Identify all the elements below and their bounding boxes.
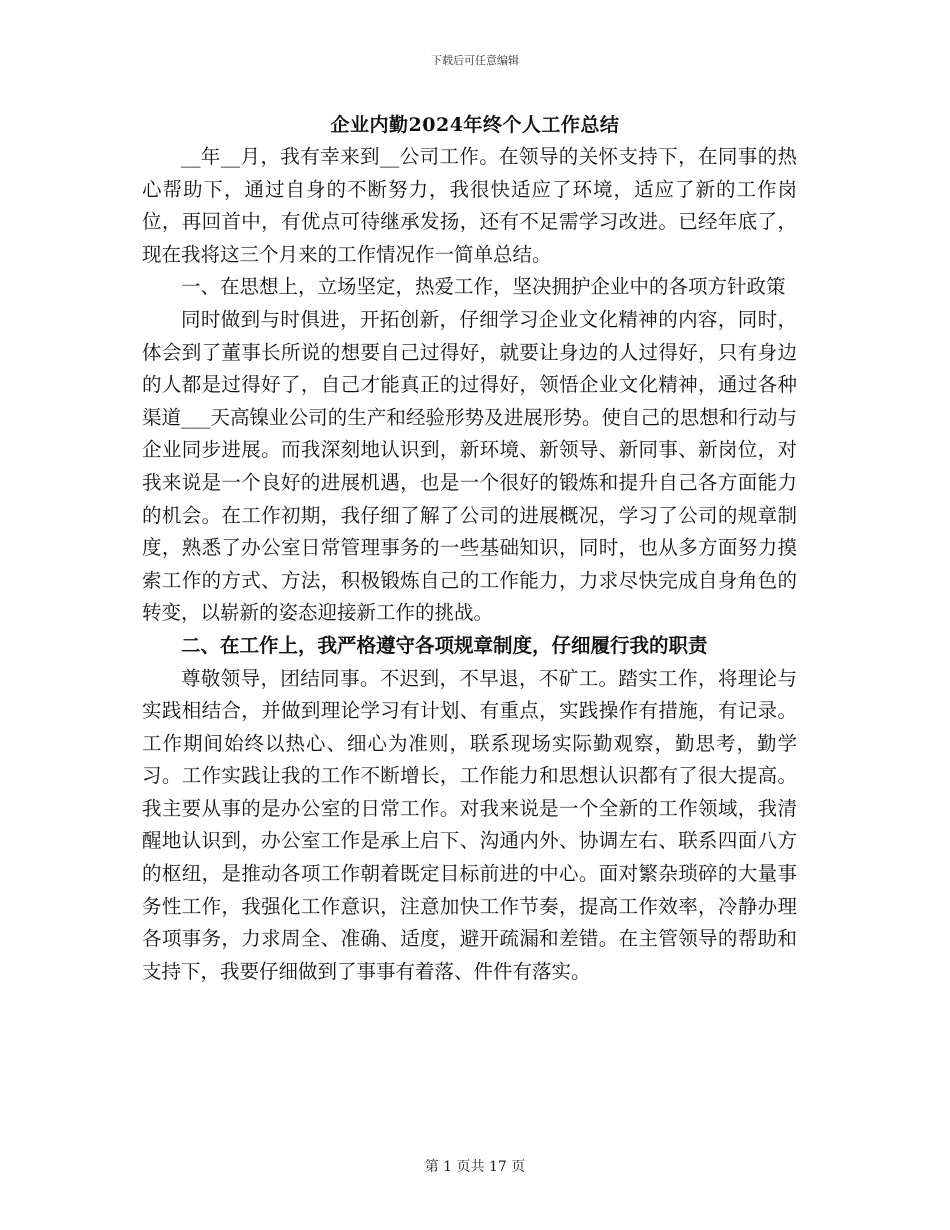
document-title: 企业内勤2024年终个人工作总结 (330, 114, 620, 136)
section-heading-2: 二、在工作上，我严格遵守各项规章制度，仔细履行我的职责 (181, 633, 708, 657)
section-heading-1: 一、在思想上，立场坚定，热爱工作，坚决拥护企业中的各项方针政策 (181, 275, 786, 299)
paragraph-intro: __年__月，我有幸来到__公司工作。在领导的关怀支持下，在同事的热心帮助下，通过自身的不断努力，我很快适应了环境，适应了新的工作岗位，再回首中，有优点可待继承发扬，还有不足需学习改进。已经年底了，现在我将这三个月来的工作情况作一简单总结。 (142, 145, 797, 266)
document-body (142, 141, 797, 988)
paragraph-section-1: 同时做到与时俱进，开拓创新，仔细学习企业文化精神的内容，同时，体会到了董事长所说的想要自己过得好，就要让身边的人过得好，只有身边的人都是过得好了，自己才能真正的过得好，领悟企业文化精神，通过各种渠道___天高镍业公司的生产和经验形势及进展形势。使自己的思想和行动与企业同步进展。而我深刻地认识到，新环境、新领导、新同事、新岗位，对我来说是一个良好的进展机遇，也是一个很好的锻炼和提升自己各方面能力的机会。在工作初期，我仔细了解了公司的进展概况，学习了公司的规章制度，熟悉了办公室日常管理事务的一些基础知识，同时，也从多方面努力摸索工作的方式、方法，积极锻炼自己的工作能力，力求尽快完成自身角色的转变，以崭新的姿态迎接新工作的挑战。 (142, 307, 797, 625)
page-number: 第 1 页共 17 页 (424, 1159, 526, 1175)
paragraph-section-2: 尊敬领导，团结同事。不迟到，不早退，不矿工。踏实工作，将理论与实践相结合，并做到理论学习有计划、有重点，实践操作有措施，有记录。工作期间始终以热心、细心为准则，联系现场实际勤观察，勤思考，勤学习。工作实践让我的工作不断增长，工作能力和思想认识都有了很大提高。我主要从事的是办公室的日常工作。对我来说是一个全新的工作领域，我清醒地认识到，办公室工作是承上启下、沟通内外、协调左右、联系四面八方的枢纽，是推动各项工作朝着既定目标前进的中心。面对繁杂琐碎的大量事务性工作，我强化工作意识，注意加快工作节奏，提高工作效率，冷静办理各项事务，力求周全、准确、适度，避开疏漏和差错。在主管领导的帮助和支持下，我要仔细做到了事事有着落、件件有落实。 (142, 666, 797, 983)
header-note: 下载后可任意编辑 (431, 54, 519, 67)
